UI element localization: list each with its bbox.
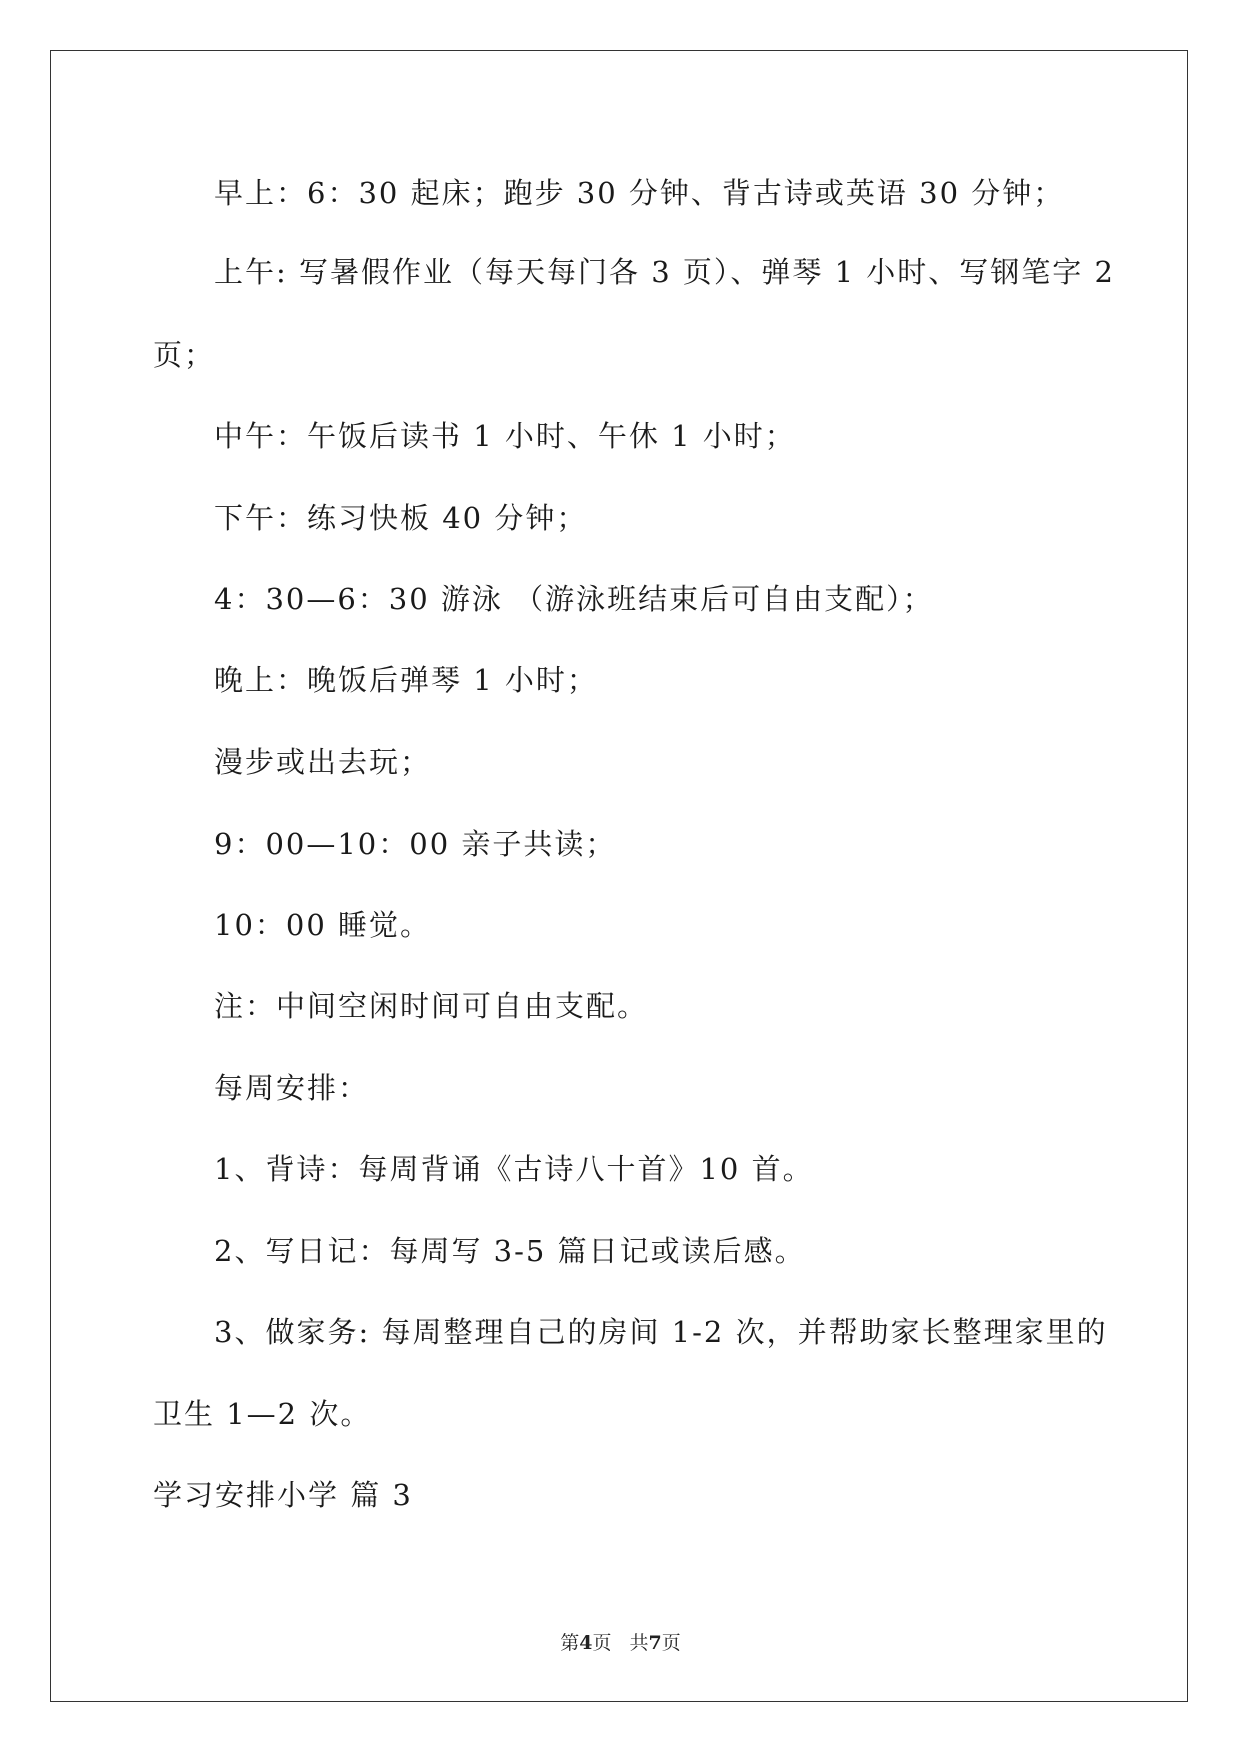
page-border — [50, 50, 1188, 1702]
paragraph-weekly-diary: 2、写日记：每周写 3-5 篇日记或读后感。 — [214, 1234, 806, 1268]
footer-total-prefix: 共 — [629, 1632, 649, 1654]
page-footer — [0, 1630, 1241, 1656]
paragraph-note: 注：中间空闲时间可自由支配。 — [214, 989, 649, 1023]
paragraph-swimming: 4：30—6：30 游泳 （游泳班结束后可自由支配）； — [214, 582, 934, 616]
paragraph-walk: 漫步或出去玩； — [214, 745, 432, 779]
footer-total-suffix: 页 — [661, 1632, 681, 1654]
footer-total-pages: 7 — [648, 1632, 662, 1654]
paragraph-forenoon: 上午: 写暑假作业（每天每门各 3 页）、弹琴 1 小时、写钢笔字 2 — [214, 255, 1115, 289]
footer-page-number: 4 — [579, 1632, 593, 1654]
section-heading: 学习安排小学 篇 3 — [153, 1478, 413, 1512]
paragraph-noon: 中午：午饭后读书 1 小时、午休 1 小时； — [214, 419, 796, 453]
paragraph-weekly-chores-continued: 卫生 1—2 次。 — [153, 1397, 372, 1431]
paragraph-weekly-heading: 每周安排： — [214, 1071, 370, 1105]
paragraph-sleep: 10：00 睡觉。 — [214, 908, 432, 942]
paragraph-reading: 9：00—10：00 亲子共读； — [214, 827, 617, 861]
paragraph-morning: 早上：6：30 起床；跑步 30 分钟、背古诗或英语 30 分钟； — [214, 176, 1065, 210]
paragraph-forenoon-continued: 页； — [153, 338, 216, 372]
paragraph-afternoon: 下午：练习快板 40 分钟； — [214, 501, 588, 535]
paragraph-weekly-poems: 1、背诗：每周背诵《古诗八十首》10 首。 — [214, 1152, 814, 1186]
footer-page-suffix: 页 — [592, 1632, 612, 1654]
paragraph-evening: 晚上：晚饭后弹琴 1 小时； — [214, 663, 598, 697]
paragraph-weekly-chores: 3、做家务: 每周整理自己的房间 1-2 次，并帮助家长整理家里的 — [214, 1315, 1108, 1349]
footer-prefix: 第 — [560, 1632, 580, 1654]
